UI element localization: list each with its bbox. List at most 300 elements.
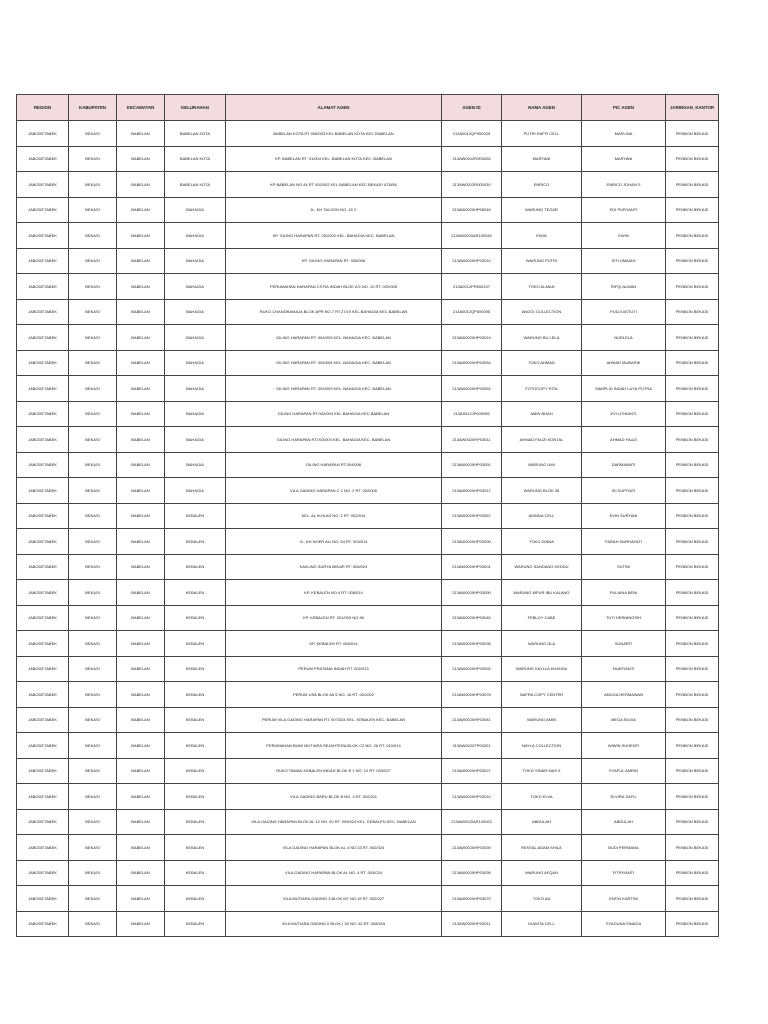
cell-kabupaten: BEKASI (69, 325, 117, 351)
cell-kelurahan: KEBALEN (165, 886, 226, 912)
cell-region: JABODETABEK (17, 401, 69, 427)
table-row (17, 554, 719, 580)
cell-alamat-agen: GILING HARAPAN RT. 004/003 KEL. BAHAGIA KEC. BABELAN (226, 376, 442, 402)
cell-pic-agen: MARLINA (582, 121, 666, 147)
cell-nama-agen: TOKO AA (502, 886, 582, 912)
cell-kelurahan: KEBALEN (165, 503, 226, 529)
cell-alamat-agen: RUKO CHANDRAMAJA BLOK APR NO.7 RT.27/19 KEL.BAHAGIA KEC.BABELAN (226, 299, 442, 325)
cell-nama-agen: WARUNG TEGAR (502, 197, 582, 223)
cell-alamat-agen: PERUMAHAN BUMI MUTIARA SEJAHTERA BLOK C2 NO. 26 RT. 010/014 (226, 733, 442, 759)
cell-kelurahan: KEBALEN (165, 860, 226, 886)
table-row (17, 605, 719, 631)
cell-region: JABODETABEK (17, 809, 69, 835)
cell-agen-id: 213AW0020AR100022 (442, 809, 502, 835)
cell-agen-id: 213AW0020HP03001 (442, 554, 502, 580)
cell-region: JABODETABEK (17, 758, 69, 784)
cell-region: JABODETABEK (17, 554, 69, 580)
cell-nama-agen: NAFRA COPY CENTER (502, 682, 582, 708)
cell-pic-agen: DARMAWATI (582, 452, 666, 478)
cell-jaringan-kantor: PENBON BEKASI (666, 503, 719, 529)
cell-kecamatan: BABELAN (117, 172, 165, 198)
cell-kelurahan: KEBALEN (165, 835, 226, 861)
cell-kabupaten: BEKASI (69, 299, 117, 325)
cell-kelurahan: KEBALEN (165, 682, 226, 708)
col-header-kabupaten: KABUPATEN (69, 95, 117, 121)
table-row (17, 733, 719, 759)
cell-kabupaten: BEKASI (69, 223, 117, 249)
cell-kecamatan: BABELAN (117, 350, 165, 376)
cell-agen-id: 213AW0020HP03011 (442, 427, 502, 453)
cell-region: JABODETABEK (17, 299, 69, 325)
cell-kelurahan: BABELAN KOTA (165, 146, 226, 172)
cell-kabupaten: BEKASI (69, 401, 117, 427)
cell-agen-id: 213AW0020HP03011 (442, 911, 502, 937)
cell-region: JABODETABEK (17, 733, 69, 759)
cell-jaringan-kantor: PENBON BEKASI (666, 376, 719, 402)
cell-alamat-agen: KP BABELAN NO.44 RT 002/002 KEL.BABELAN KEC.BEKASI UTARA (226, 172, 442, 198)
cell-alamat-agen: GILING HARAPAN RT. 004/004 KEL. BAHAGIA KEC. BABELAN (226, 350, 442, 376)
cell-pic-agen: WIWIN SUHENTI (582, 733, 666, 759)
cell-kecamatan: BABELAN (117, 631, 165, 657)
cell-kabupaten: BEKASI (69, 274, 117, 300)
cell-kelurahan: BAHAGIA (165, 274, 226, 300)
cell-agen-id: 213A0012PR000107 (442, 274, 502, 300)
cell-kecamatan: BABELAN (117, 478, 165, 504)
cell-pic-agen: ANGGA HERMAWAN (582, 682, 666, 708)
table-row (17, 478, 719, 504)
cell-jaringan-kantor: PENBON BEKASI (666, 580, 719, 606)
cell-kelurahan: BAHAGIA (165, 248, 226, 274)
cell-agen-id: 213AW0020HP03039 (442, 860, 502, 886)
cell-kabupaten: BEKASI (69, 707, 117, 733)
cell-agen-id: 213AW0020HP03054 (442, 350, 502, 376)
cell-agen-id: 213AW0020HP03052 (442, 376, 502, 402)
cell-jaringan-kantor: PENBON BEKASI (666, 350, 719, 376)
cell-pic-agen: ABDULAH (582, 809, 666, 835)
cell-jaringan-kantor: PENBON BEKASI (666, 325, 719, 351)
cell-kecamatan: BABELAN (117, 503, 165, 529)
cell-kecamatan: BABELAN (117, 248, 165, 274)
col-header-region: REGION (17, 95, 69, 121)
cell-pic-agen: SYAGUNA SINAGA (582, 911, 666, 937)
cell-kecamatan: BABELAN (117, 452, 165, 478)
cell-pic-agen: SUNARTI (582, 631, 666, 657)
cell-nama-agen: ADINDA CELL (502, 503, 582, 529)
cell-kelurahan: BAHAGIA (165, 325, 226, 351)
cell-alamat-agen: KEL. AL IKHLAS NO. 2 RT. 002/014 (226, 503, 442, 529)
cell-agen-id: 213AW0012R000028 (442, 146, 502, 172)
cell-agen-id: 213AW0020HP03070 (442, 886, 502, 912)
cell-region: JABODETABEK (17, 427, 69, 453)
cell-kabupaten: BEKASI (69, 248, 117, 274)
cell-region: JABODETABEK (17, 325, 69, 351)
cell-region: JABODETABEK (17, 223, 69, 249)
cell-kecamatan: BABELAN (117, 758, 165, 784)
table-row (17, 860, 719, 886)
cell-kabupaten: BEKASI (69, 376, 117, 402)
cell-kelurahan: BAHAGIA (165, 350, 226, 376)
cell-alamat-agen: KP. GILING HARAPAN RT. 001/002 KEL. BAHAGIA KEC. BABELAN (226, 223, 442, 249)
cell-kecamatan: BABELAN (117, 223, 165, 249)
col-header-nama-agen: NAMA AGEN (502, 95, 582, 121)
table-row (17, 248, 719, 274)
table-row (17, 911, 719, 937)
cell-jaringan-kantor: PENBON BEKASI (666, 707, 719, 733)
cell-kelurahan: BAHAGIA (165, 197, 226, 223)
cell-kabupaten: BEKASI (69, 350, 117, 376)
cell-nama-agen: NAYLA COLLECTION (502, 733, 582, 759)
cell-agen-id: 213AW0020HP03019 (442, 325, 502, 351)
cell-kecamatan: BABELAN (117, 809, 165, 835)
col-header-jaringan-kantor: JARINGAN_KANTOR (666, 95, 719, 121)
cell-kelurahan: BAHAGIA (165, 223, 226, 249)
cell-pic-agen: PULAINA BENI (582, 580, 666, 606)
cell-kabupaten: BEKASI (69, 682, 117, 708)
table-row (17, 886, 719, 912)
cell-kelurahan: KEBALEN (165, 809, 226, 835)
cell-agen-id: 213AW0020HP03087 (442, 503, 502, 529)
cell-alamat-agen: VILA GADING HARAPAN BLOK AL 4 NO 23 RT. 002/024 (226, 835, 442, 861)
cell-pic-agen: ELVIRA SAFLI (582, 784, 666, 810)
cell-kecamatan: BABELAN (117, 146, 165, 172)
spreadsheet-page (16, 94, 718, 937)
cell-kabupaten: BEKASI (69, 784, 117, 810)
cell-kelurahan: KEBALEN (165, 784, 226, 810)
cell-agen-id: 213AW0020HP03041 (442, 707, 502, 733)
cell-alamat-agen: VILA MUTIARA GADING 3 BLOK M7 NO.19 RT. 002/027 (226, 886, 442, 912)
cell-kabupaten: BEKASI (69, 554, 117, 580)
cell-jaringan-kantor: PENBON BEKASI (666, 146, 719, 172)
cell-jaringan-kantor: PENBON BEKASI (666, 172, 719, 198)
cell-jaringan-kantor: PENBON BEKASI (666, 784, 719, 810)
cell-kabupaten: BEKASI (69, 478, 117, 504)
cell-region: JABODETABEK (17, 860, 69, 886)
cell-alamat-agen: PERUM USA BLOK A6 5 NO. 16 RT. 001/002 (226, 682, 442, 708)
cell-pic-agen: PUDJI ASTUTI (582, 299, 666, 325)
cell-region: JABODETABEK (17, 146, 69, 172)
cell-kecamatan: BABELAN (117, 554, 165, 580)
cell-agen-id: 213AW0020HP03010 (442, 248, 502, 274)
cell-kelurahan: KEBALEN (165, 554, 226, 580)
cell-jaringan-kantor: PENBON BEKASI (666, 452, 719, 478)
cell-pic-agen: BUDI PERMANA (582, 835, 666, 861)
cell-pic-agen: ENTIN KARTINI (582, 886, 666, 912)
cell-region: JABODETABEK (17, 605, 69, 631)
cell-kecamatan: BABELAN (117, 274, 165, 300)
cell-kabupaten: BEKASI (69, 911, 117, 937)
cell-region: JABODETABEK (17, 707, 69, 733)
cell-pic-agen: MEGA SILVIA (582, 707, 666, 733)
table-row (17, 503, 719, 529)
cell-region: JABODETABEK (17, 376, 69, 402)
cell-alamat-agen: GILING HARAPAN RT.004/006 (226, 452, 442, 478)
cell-kabupaten: BEKASI (69, 809, 117, 835)
cell-alamat-agen: KP. GILING HARAPAN RT. 005/006 (226, 248, 442, 274)
cell-jaringan-kantor: PENBON BEKASI (666, 605, 719, 631)
cell-nama-agen: PUTRI RAFFI CELL (502, 121, 582, 147)
cell-alamat-agen: KP. KEBALEN RT. 001/003 NO.96 (226, 605, 442, 631)
cell-nama-agen: FOTOCOPY RITA (502, 376, 582, 402)
table-row (17, 197, 719, 223)
cell-nama-agen: WARUNG AFQAH (502, 860, 582, 886)
cell-agen-id: 213AW0020HP03090 (442, 580, 502, 606)
cell-alamat-agen: KP. KEBALEN NO.4 RT. 008/014 (226, 580, 442, 606)
cell-pic-agen: AHMAD FAUZI (582, 427, 666, 453)
table-row (17, 401, 719, 427)
cell-nama-agen: ANGGI COLLECTION (502, 299, 582, 325)
cell-agen-id: 213AW0020HP05049 (442, 197, 502, 223)
cell-kelurahan: KEBALEN (165, 580, 226, 606)
cell-kecamatan: BABELAN (117, 860, 165, 886)
cell-region: JABODETABEK (17, 529, 69, 555)
cell-region: JABODETABEK (17, 503, 69, 529)
cell-kelurahan: BAHAGIA (165, 299, 226, 325)
cell-region: JABODETABEK (17, 580, 69, 606)
cell-pic-agen: AHMAD MUBARIK (582, 350, 666, 376)
cell-nama-agen: ABDULAH (502, 809, 582, 835)
cell-kabupaten: BEKASI (69, 172, 117, 198)
cell-pic-agen: EVI UTHIANTI (582, 401, 666, 427)
cell-kabupaten: BEKASI (69, 580, 117, 606)
cell-nama-agen: ENRICO (502, 172, 582, 198)
cell-kelurahan: BAHAGIA (165, 452, 226, 478)
cell-agen-id: 213AW0020TP00201 (442, 733, 502, 759)
cell-kelurahan: KEBALEN (165, 707, 226, 733)
cell-kecamatan: BABELAN (117, 325, 165, 351)
cell-agen-id: 213AW0020AR100040 (442, 223, 502, 249)
cell-jaringan-kantor: PENBON BEKASI (666, 401, 719, 427)
cell-agen-id: 213AW0012R000030 (442, 172, 502, 198)
cell-nama-agen: WARUNG BLOK 35 (502, 478, 582, 504)
cell-region: JABODETABEK (17, 172, 69, 198)
cell-jaringan-kantor: PENBON BEKASI (666, 427, 719, 453)
col-header-pic-agen: PIC AGEN (582, 95, 666, 121)
cell-kecamatan: BABELAN (117, 707, 165, 733)
cell-kabupaten: BEKASI (69, 529, 117, 555)
cell-alamat-agen: GILING HARAPAN RT.002/004 KEL.BAHAGIA KEC.BABELAN (226, 401, 442, 427)
cell-kabupaten: BEKASI (69, 886, 117, 912)
cell-kecamatan: BABELAN (117, 401, 165, 427)
cell-kecamatan: BABELAN (117, 682, 165, 708)
cell-alamat-agen: VILA GADING HARAPAN BLOK AL NO. 4 RT. 003/024 (226, 860, 442, 886)
cell-nama-agen: TOKO DINNA (502, 529, 582, 555)
cell-pic-agen: FAARYANTI (582, 656, 666, 682)
cell-kecamatan: BABELAN (117, 376, 165, 402)
cell-jaringan-kantor: PENBON BEKASI (666, 248, 719, 274)
cell-alamat-agen: KAVLING SURYA MIKAR RT. 005/024 (226, 554, 442, 580)
cell-jaringan-kantor: PENBON BEKASI (666, 197, 719, 223)
cell-nama-agen: FEBLOY CABE (502, 605, 582, 631)
cell-kecamatan: BABELAN (117, 529, 165, 555)
cell-region: JABODETABEK (17, 656, 69, 682)
table-row (17, 631, 719, 657)
cell-alamat-agen: VILA GADING HARAPAN C 1 NO. 2 RT. 002/005 (226, 478, 442, 504)
table-row (17, 707, 719, 733)
cell-pic-agen: SITI UMAIAH (582, 248, 666, 274)
cell-agen-id: 213A0012JP000095 (442, 401, 502, 427)
cell-kabupaten: BEKASI (69, 656, 117, 682)
cell-kelurahan: KEBALEN (165, 733, 226, 759)
table-row (17, 299, 719, 325)
table-row (17, 529, 719, 555)
cell-jaringan-kantor: PENBON BEKASI (666, 631, 719, 657)
cell-agen-id: 213AW0020HP03078 (442, 682, 502, 708)
cell-kecamatan: BABELAN (117, 427, 165, 453)
cell-agen-id: 213AW0020HP03010 (442, 784, 502, 810)
table-row (17, 580, 719, 606)
cell-jaringan-kantor: PENBON BEKASI (666, 554, 719, 580)
cell-alamat-agen: GILING HARAPAN RT. 004/003 KEL. BAHAGIA KEC. BABELAN (226, 325, 442, 351)
cell-agen-id: 213AW0020HP03039 (442, 835, 502, 861)
cell-kecamatan: BABELAN (117, 299, 165, 325)
cell-agen-id: 213A0012QP000029 (442, 121, 502, 147)
cell-kabupaten: BEKASI (69, 121, 117, 147)
cell-agen-id: 213AW0020HP03017 (442, 478, 502, 504)
cell-region: JABODETABEK (17, 274, 69, 300)
cell-pic-agen: TUTI HERNINGSIH (582, 605, 666, 631)
table-row (17, 656, 719, 682)
table-row (17, 784, 719, 810)
table-row (17, 350, 719, 376)
cell-pic-agen: SYAFUL AMRIN (582, 758, 666, 784)
cell-alamat-agen: PERUM PRATAMA INDAH RT. 002/013 (226, 656, 442, 682)
table-row (17, 146, 719, 172)
cell-kabupaten: BEKASI (69, 733, 117, 759)
cell-kelurahan: KEBALEN (165, 758, 226, 784)
cell-region: JABODETABEK (17, 784, 69, 810)
cell-agen-id: 213AW0020HP03040 (442, 605, 502, 631)
cell-nama-agen: AHMAD FAUZI KONTAL (502, 427, 582, 453)
cell-jaringan-kantor: PENBON BEKASI (666, 529, 719, 555)
cell-kelurahan: KEBALEN (165, 656, 226, 682)
cell-kabupaten: BEKASI (69, 835, 117, 861)
cell-kecamatan: BABELAN (117, 656, 165, 682)
cell-pic-agen: FITRIYANTI (582, 860, 666, 886)
cell-alamat-agen: GILING HARAPAN RT.002/004 KEL. BAHAGIA KEC. BABELAN (226, 427, 442, 453)
cell-agen-id: 213AW0020HP03091 (442, 452, 502, 478)
cell-alamat-agen: JL. KH TALSON NO. 15 C (226, 197, 442, 223)
cell-pic-agen: NURLELA (582, 325, 666, 351)
cell-nama-agen: WARUNG PUTRI (502, 248, 582, 274)
table-row (17, 274, 719, 300)
cell-kecamatan: BABELAN (117, 911, 165, 937)
cell-kecamatan: BABELAN (117, 784, 165, 810)
cell-kecamatan: BABELAN (117, 121, 165, 147)
cell-region: JABODETABEK (17, 248, 69, 274)
cell-region: JABODETABEK (17, 350, 69, 376)
table-row (17, 809, 719, 835)
cell-kelurahan: KEBALEN (165, 605, 226, 631)
cell-nama-agen: EWIN (502, 223, 582, 249)
cell-kabupaten: BEKASI (69, 860, 117, 886)
cell-kecamatan: BABELAN (117, 733, 165, 759)
cell-jaringan-kantor: PENBON BEKASI (666, 299, 719, 325)
cell-kabupaten: BEKASI (69, 758, 117, 784)
col-header-kecamatan: KECAMATAN (117, 95, 165, 121)
cell-kelurahan: BAHAGIA (165, 376, 226, 402)
cell-jaringan-kantor: PENBON BEKASI (666, 835, 719, 861)
cell-pic-agen: ENRICO JOHAN S (582, 172, 666, 198)
cell-nama-agen: WARUNG AMIN (502, 707, 582, 733)
cell-jaringan-kantor: PENBON BEKASI (666, 809, 719, 835)
cell-alamat-agen: JL. KH NOER ALI NO. 54 RT. 003/014 (226, 529, 442, 555)
table-row (17, 427, 719, 453)
cell-kabupaten: BEKASI (69, 197, 117, 223)
table-row (17, 376, 719, 402)
cell-kabupaten: BEKASI (69, 503, 117, 529)
agent-table (16, 94, 719, 937)
cell-pic-agen: FARAH NURHAYATI (582, 529, 666, 555)
cell-kelurahan: BABELAN KOTA (165, 172, 226, 198)
cell-kelurahan: KEBALEN (165, 911, 226, 937)
cell-kabupaten: BEKASI (69, 452, 117, 478)
cell-region: JABODETABEK (17, 631, 69, 657)
cell-nama-agen: WARUNG OLA (502, 631, 582, 657)
cell-kelurahan: BAHAGIA (165, 401, 226, 427)
cell-pic-agen: RIFQI ALMAN (582, 274, 666, 300)
header-row (17, 95, 719, 121)
cell-kabupaten: BEKASI (69, 605, 117, 631)
table-body (17, 121, 719, 937)
table-row (17, 682, 719, 708)
cell-pic-agen: MARYANI (582, 146, 666, 172)
table-row (17, 758, 719, 784)
cell-kelurahan: BAHAGIA (165, 427, 226, 453)
cell-jaringan-kantor: PENBON BEKASI (666, 886, 719, 912)
table-row (17, 835, 719, 861)
cell-alamat-agen: VILA GADING HARAPAN BLOK AL 12 NO. 20 RT. 005/024 KEL. KEBALEN KEC. BABELAN (226, 809, 442, 835)
cell-alamat-agen: RUKO TAMAN KEBALEN INDAH BLOK B 1 NO. 10 RT. 003/027 (226, 758, 442, 784)
cell-jaringan-kantor: PENBON BEKASI (666, 758, 719, 784)
cell-kelurahan: KEBALEN (165, 631, 226, 657)
cell-nama-agen: DIANITA CELL (502, 911, 582, 937)
table-row (17, 121, 719, 147)
cell-kecamatan: BABELAN (117, 197, 165, 223)
table-row (17, 452, 719, 478)
cell-kelurahan: BABELAN KOTA (165, 121, 226, 147)
cell-jaringan-kantor: PENBON BEKASI (666, 223, 719, 249)
table-row (17, 223, 719, 249)
cell-region: JABODETABEK (17, 886, 69, 912)
cell-pic-agen: EWIN (582, 223, 666, 249)
cell-jaringan-kantor: PENBON BEKASI (666, 656, 719, 682)
cell-region: JABODETABEK (17, 121, 69, 147)
cell-jaringan-kantor: PENBON BEKASI (666, 274, 719, 300)
cell-kecamatan: BABELAN (117, 886, 165, 912)
cell-nama-agen: TOKO ALMAN (502, 274, 582, 300)
cell-pic-agen: EDI PURYANTI (582, 197, 666, 223)
cell-nama-agen: TOKO ELVA (502, 784, 582, 810)
cell-nama-agen: RENTAL ADAM SHILA (502, 835, 582, 861)
cell-nama-agen: AMIN BUAH (502, 401, 582, 427)
cell-pic-agen: EVIN SURYANI (582, 503, 666, 529)
cell-region: JABODETABEK (17, 835, 69, 861)
cell-region: JABODETABEK (17, 452, 69, 478)
cell-alamat-agen: PERUM VILA GADING HARAPAN RT. 007/024 KEL. KEBALEN KEC. BABELAN (226, 707, 442, 733)
cell-nama-agen: WARUNG MPUR IBU KALANG (502, 580, 582, 606)
cell-pic-agen: SAMPLID INDAH LUYA PUTRA (582, 376, 666, 402)
cell-region: JABODETABEK (17, 197, 69, 223)
cell-agen-id: 213AW0020HP03027 (442, 758, 502, 784)
cell-kabupaten: BEKASI (69, 146, 117, 172)
cell-kecamatan: BABELAN (117, 835, 165, 861)
cell-nama-agen: WARUNG BU LELA (502, 325, 582, 351)
cell-alamat-agen: PERUMAHAN HARAPAN CITRA INDAH BLOK A 5 NO. 10 RT. 002/005 (226, 274, 442, 300)
cell-agen-id: 213AW0020HP03035 (442, 631, 502, 657)
cell-kelurahan: KEBALEN (165, 529, 226, 555)
cell-region: JABODETABEK (17, 911, 69, 937)
col-header-alamat-agen: ALAMAT AGEN (226, 95, 442, 121)
